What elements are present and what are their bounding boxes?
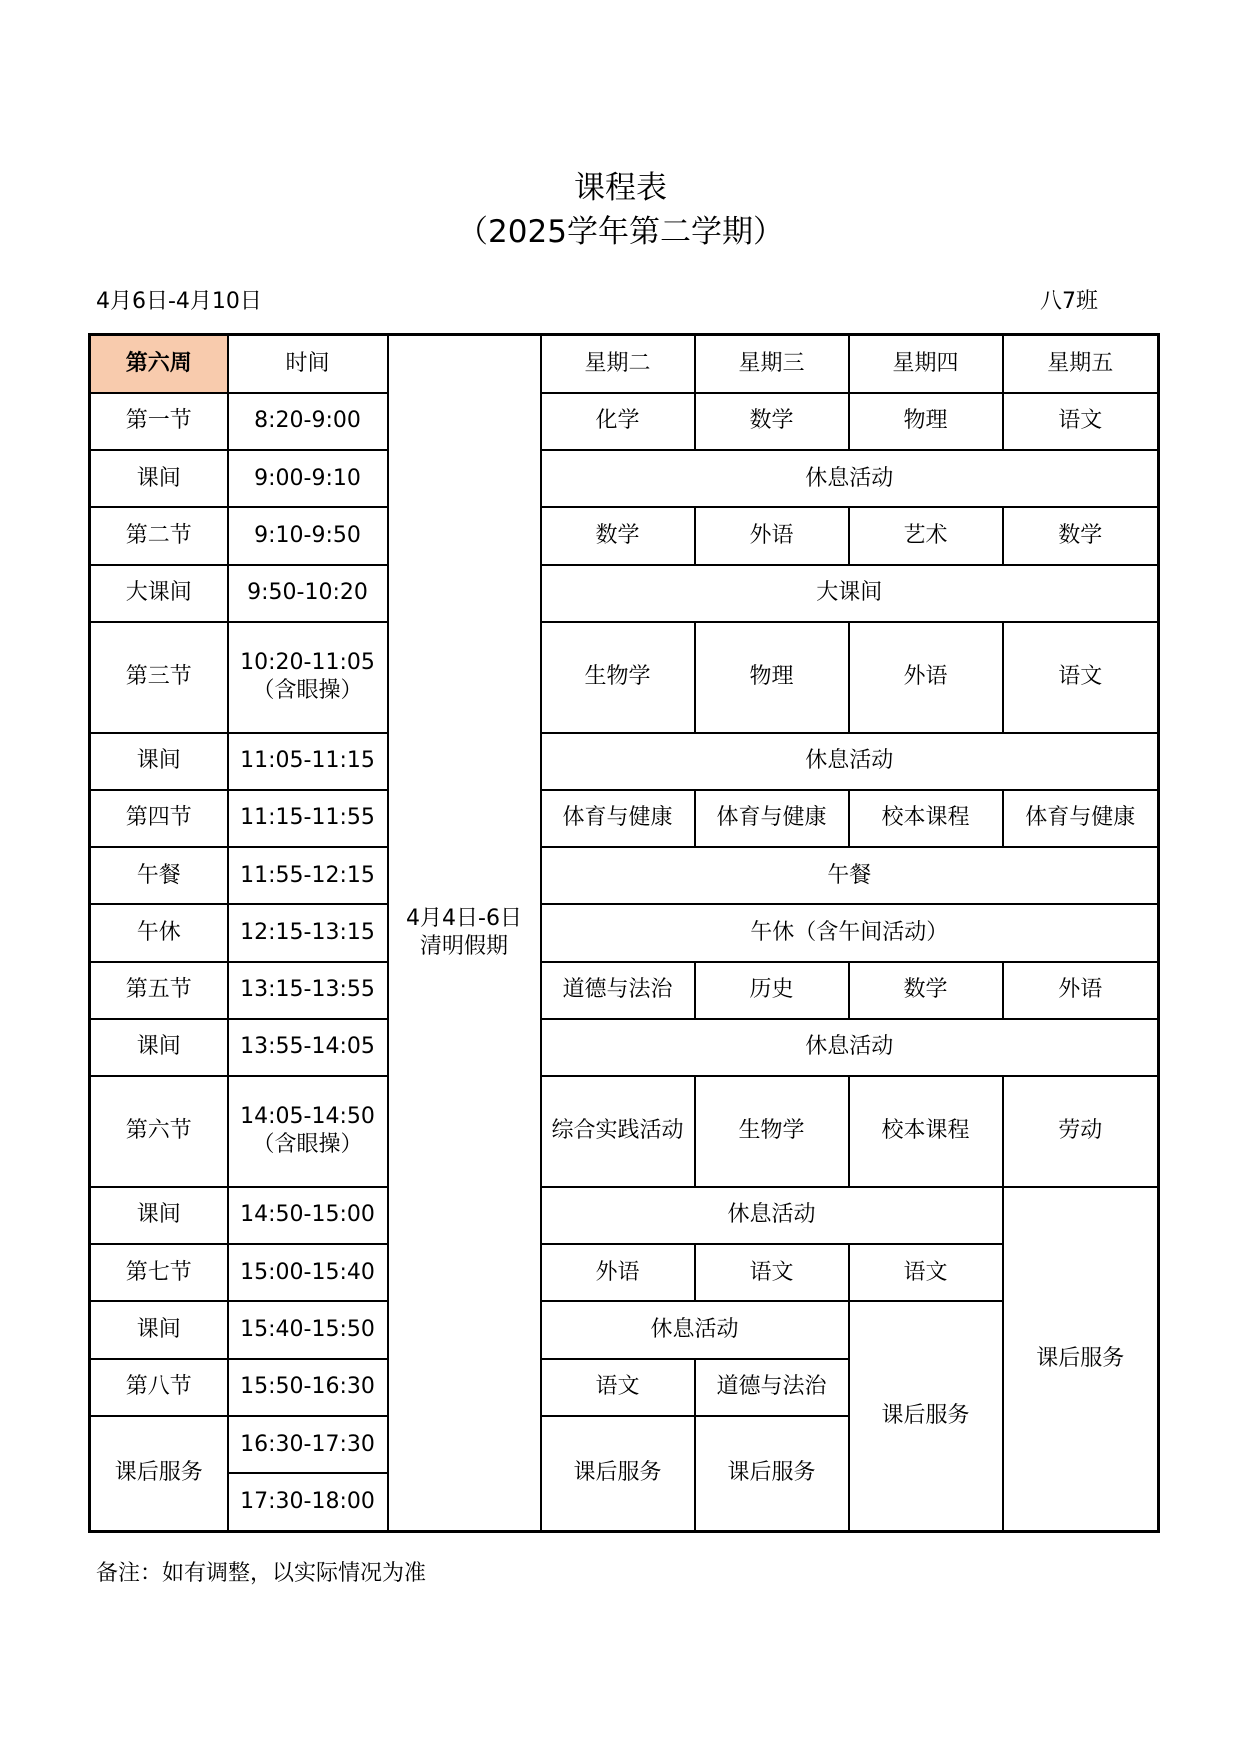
day-header: 星期二 — [541, 335, 695, 393]
time-cell: 11:15-11:55 — [228, 790, 388, 847]
activity-cell: 休息活动 — [541, 1187, 1003, 1244]
period-cell: 第二节 — [90, 507, 228, 564]
day-header: 星期三 — [695, 335, 849, 393]
day-header: 星期四 — [849, 335, 1003, 393]
course-cell: 体育与健康 — [541, 790, 695, 847]
time-cell: 11:05-11:15 — [228, 733, 388, 790]
activity-cell: 休息活动 — [541, 1301, 849, 1358]
course-cell: 外语 — [695, 507, 849, 564]
course-cell: 数学 — [1003, 507, 1159, 564]
table-row — [90, 1244, 1159, 1301]
course-cell: 语文 — [695, 1244, 849, 1301]
course-cell: 外语 — [849, 622, 1003, 733]
table-row — [90, 1076, 1159, 1187]
footer-note: 备注：如有调整，以实际情况为准 — [96, 1561, 427, 1586]
holiday-label: 清明假期 — [419, 934, 508, 959]
time-cell: 9:50-10:20 — [228, 565, 388, 622]
time-cell: 9:00-9:10 — [228, 450, 388, 507]
period-cell: 第八节 — [90, 1359, 228, 1416]
schedule-table — [88, 333, 1160, 1533]
course-cell: 道德与法治 — [541, 962, 695, 1019]
course-cell: 数学 — [541, 507, 695, 564]
time-cell — [228, 1076, 388, 1187]
day-header: 星期五 — [1003, 335, 1159, 393]
course-cell: 生物学 — [541, 622, 695, 733]
date-range: 4月6日-4月10日 — [96, 289, 262, 314]
period-cell: 午休 — [90, 904, 228, 961]
time-cell: 13:15-13:55 — [228, 962, 388, 1019]
time-cell: 15:50-16:30 — [228, 1359, 388, 1416]
period-cell: 第三节 — [90, 622, 228, 733]
page-subtitle: （2025学年第二学期） — [457, 214, 784, 250]
course-cell: 外语 — [1003, 962, 1159, 1019]
table-row — [90, 1019, 1159, 1076]
period-cell: 课间 — [90, 450, 228, 507]
course-cell: 语文 — [1003, 622, 1159, 733]
after-school-cell: 课后服务 — [541, 1416, 695, 1532]
course-cell: 数学 — [695, 393, 849, 450]
course-cell: 体育与健康 — [695, 790, 849, 847]
period-cell: 午餐 — [90, 847, 228, 904]
time-note: （含眼操） — [252, 678, 363, 704]
activity-cell: 休息活动 — [541, 450, 1159, 507]
after-school-cell: 课后服务 — [695, 1416, 849, 1532]
course-cell: 语文 — [849, 1244, 1003, 1301]
period-cell: 课间 — [90, 1019, 228, 1076]
table-row — [90, 962, 1159, 1019]
class-name: 八7班 — [1040, 289, 1098, 314]
course-cell: 艺术 — [849, 507, 1003, 564]
period-cell: 第六节 — [90, 1076, 228, 1187]
table-row — [90, 847, 1159, 904]
time-note: （含眼操） — [252, 1132, 363, 1158]
course-cell: 物理 — [849, 393, 1003, 450]
time-cell: 15:40-15:50 — [228, 1301, 388, 1358]
course-cell: 生物学 — [695, 1076, 849, 1187]
period-cell: 第四节 — [90, 790, 228, 847]
week-label: 第六周 — [90, 335, 228, 393]
period-cell: 课后服务 — [90, 1416, 228, 1532]
course-cell: 综合实践活动 — [541, 1076, 695, 1187]
table-row — [90, 1187, 1159, 1244]
activity-cell: 大课间 — [541, 565, 1159, 622]
table-row — [90, 622, 1159, 733]
period-cell: 课间 — [90, 1187, 228, 1244]
holiday-cell — [388, 335, 541, 1532]
time-cell: 15:00-15:40 — [228, 1244, 388, 1301]
course-cell: 体育与健康 — [1003, 790, 1159, 847]
table-row — [90, 565, 1159, 622]
activity-cell: 午餐 — [541, 847, 1159, 904]
period-cell: 大课间 — [90, 565, 228, 622]
course-cell: 化学 — [541, 393, 695, 450]
activity-cell: 休息活动 — [541, 1019, 1159, 1076]
page-title: 课程表 — [574, 170, 667, 206]
period-cell: 第五节 — [90, 962, 228, 1019]
time-cell — [228, 622, 388, 733]
table-row — [90, 393, 1159, 450]
course-cell: 校本课程 — [849, 1076, 1003, 1187]
time-cell: 9:10-9:50 — [228, 507, 388, 564]
time-cell: 17:30-18:00 — [228, 1473, 388, 1531]
time-range: 14:05-14:50 — [240, 1104, 375, 1130]
time-cell: 13:55-14:05 — [228, 1019, 388, 1076]
course-cell: 劳动 — [1003, 1076, 1159, 1187]
table-row — [90, 790, 1159, 847]
course-cell: 校本课程 — [849, 790, 1003, 847]
after-school-cell: 课后服务 — [1003, 1187, 1159, 1532]
period-cell: 课间 — [90, 1301, 228, 1358]
table-header-row — [90, 335, 1159, 393]
course-cell: 道德与法治 — [695, 1359, 849, 1416]
table-row — [90, 1301, 1159, 1358]
course-cell: 语文 — [541, 1359, 695, 1416]
time-cell: 16:30-17:30 — [228, 1416, 388, 1473]
time-header: 时间 — [228, 335, 388, 393]
time-cell: 12:15-13:15 — [228, 904, 388, 961]
course-cell: 外语 — [541, 1244, 695, 1301]
course-cell: 历史 — [695, 962, 849, 1019]
holiday-dates: 4月4日-6日 — [406, 906, 522, 931]
activity-cell: 休息活动 — [541, 733, 1159, 790]
period-cell: 课间 — [90, 733, 228, 790]
after-school-cell: 课后服务 — [849, 1301, 1003, 1531]
time-cell: 8:20-9:00 — [228, 393, 388, 450]
time-cell: 11:55-12:15 — [228, 847, 388, 904]
table-row — [90, 507, 1159, 564]
time-cell: 14:50-15:00 — [228, 1187, 388, 1244]
period-cell: 第一节 — [90, 393, 228, 450]
time-range: 10:20-11:05 — [240, 650, 375, 676]
table-row — [90, 450, 1159, 507]
table-row — [90, 733, 1159, 790]
table-row — [90, 904, 1159, 961]
activity-cell: 午休（含午间活动） — [541, 904, 1159, 961]
course-cell: 数学 — [849, 962, 1003, 1019]
course-cell: 物理 — [695, 622, 849, 733]
period-cell: 第七节 — [90, 1244, 228, 1301]
course-cell: 语文 — [1003, 393, 1159, 450]
